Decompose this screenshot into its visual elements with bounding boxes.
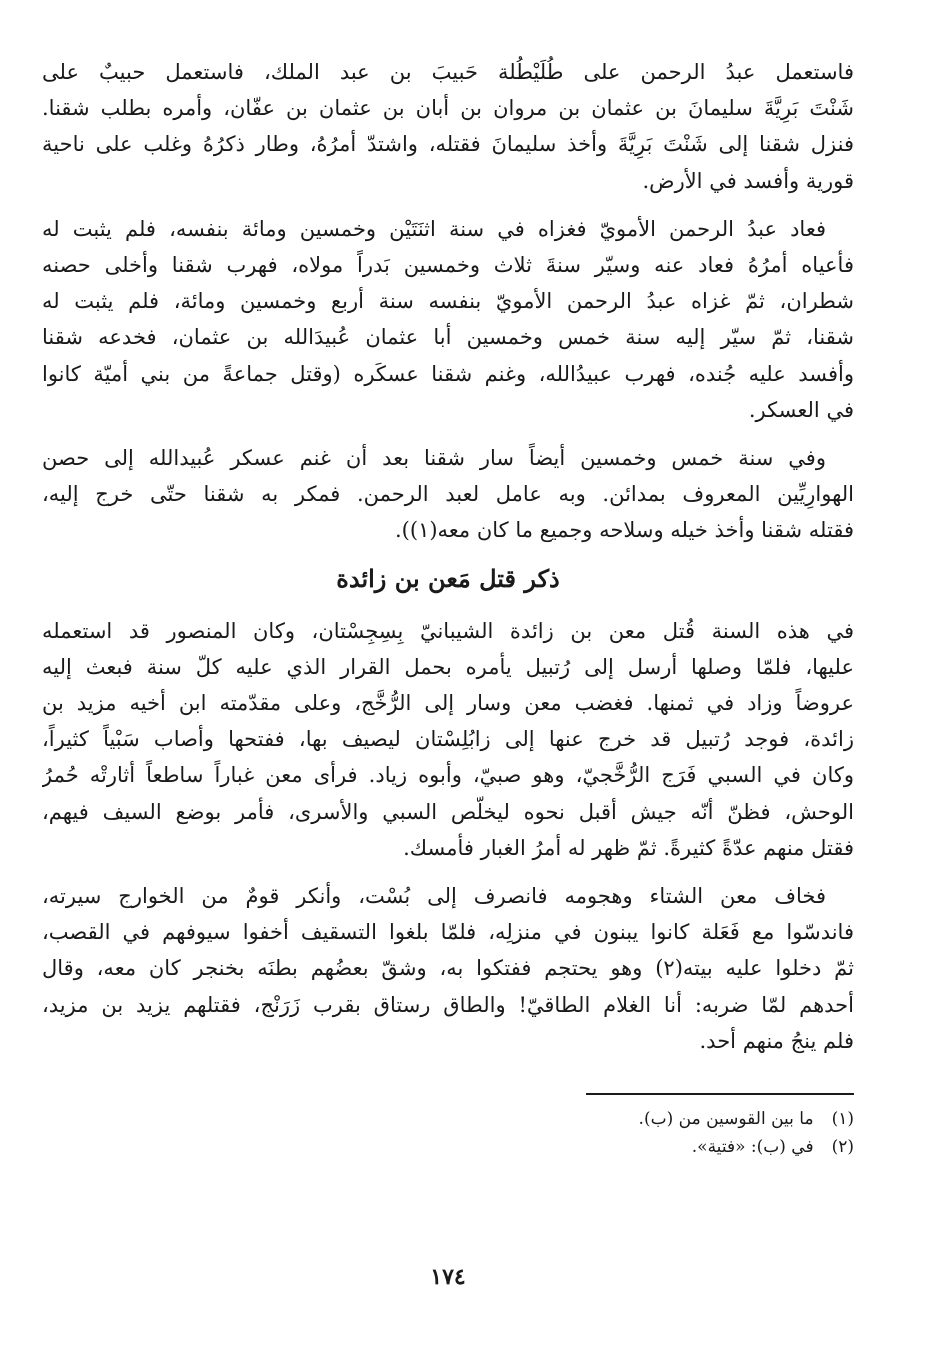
text-line: في العسكر.: [748, 397, 854, 422]
text-line: فقتل منهم عدّةً كثيرةً. ثمّ ظهر له أمرُ الغبار فأمسك.: [403, 835, 854, 860]
footnote-number: (١): [831, 1109, 854, 1130]
paragraph-3: [42, 440, 854, 549]
text-line: فاستعمل عبدُ الرحمن على طُلَيْطُلة حَبيبَ بن عبد الملك، فاستعمل حبيبٌ على: [42, 60, 854, 84]
text-line: فاندسّوا مع فَعَلة كانوا يبنون في منزلِه، فلمّا بلغوا التسقيف أخفوا سيوفهم في القصب،: [42, 920, 854, 945]
text-line: شقنا، ثمّ سيّر إليه سنة خمس وخمسين أبا عثمان عُبيدَالله بن عثمان، فخدعه شقنا: [42, 325, 854, 350]
page-number: ١٧٤: [430, 1264, 466, 1290]
paragraph-2: [42, 211, 854, 428]
section-heading: ذكر قتل مَعن بن زائدة: [336, 563, 560, 593]
footnote-divider: [586, 1093, 854, 1095]
footnote-text: في (ب): «فتية».: [691, 1137, 814, 1158]
text-line: شطران، ثمّ غزاه عبدُ الرحمن الأمويّ بنفسه سنة أربع وخمسين ومائة، فلم يثبت له: [42, 289, 854, 314]
text-line: وفي سنة خمس وخمسين أيضاً سار شقنا بعد أن غنم عسكر عُبيدالله إلى حصن: [42, 446, 826, 471]
text-line: عليها، فلمّا وصلها أرسل إلى رُتبيل يأمره بحمل القرار الذي عليه كلّ سنة فبعث إليه: [42, 654, 854, 679]
footnote-number: (٢): [831, 1137, 854, 1158]
footnote-1: [42, 1105, 854, 1133]
paragraph-1: [42, 54, 854, 199]
text-line: عروضاً وزاد في ثمنها. فغضب معن وسار إلى الرُّخَّج، وعلى مقدّمته ابن أخيه مزيد بن: [42, 691, 854, 716]
text-line: شَنْتَ بَرِيَّةَ سليمانَ بن عثمان بن مروان بن أبان بن عثمان بن عفّان، وأمره بطلب شقنا.: [42, 96, 854, 121]
text-line: الوحش، فظنّ أنّه جيش أقبل نحوه ليخلّص السبي والأسرى، فأمر بوضع السيف فيهم،: [42, 799, 854, 824]
text-line: فنزل شقنا إلى شَنْتَ بَرِيَّةَ وأخذ سليمانَ فقتله، واشتدّ أمرُهُ، وطار ذكرُهُ وغلب على ناحية: [42, 132, 854, 157]
text-line: وكان في السبي فَرَج الرُّخَّجيّ، وهو صبيّ، وأبوه زياد. فرأى معن غباراً ساطعاً أثارتْه حُمرُ: [42, 763, 854, 788]
paragraph-5: [42, 878, 854, 1059]
footnote-text: ما بين القوسين من (ب).: [638, 1109, 814, 1130]
text-line: فلم ينجُ منهم أحد.: [699, 1028, 854, 1053]
text-line: فخاف معن الشتاء وهجومه فانصرف إلى بُسْت، وأنكر قومٌ من الخوارج سيرته،: [42, 884, 826, 909]
paragraph-4: [42, 613, 854, 866]
text-line: فقتله شقنا وأخذ خيله وسلاحه وجميع ما كان معه(١)).: [395, 518, 854, 543]
text-line: في هذه السنة قُتل معن بن زائدة الشيبانيّ بِسِجِسْتان، وكان المنصور قد استعمله: [42, 618, 854, 643]
text-line: الهوارِيِّين المعروف بمدائن. وبه عامل لعبد الرحمن. فمكر به شقنا حتّى خرج إليه،: [42, 482, 854, 507]
book-page: [42, 54, 854, 1354]
text-line: فعاد عبدُ الرحمن الأمويّ فغزاه في سنة اثنَتَيْن وخمسين ومائة بنفسه، فلم يثبت له: [42, 216, 826, 241]
text-line: ثمّ دخلوا عليه بيته(٢) وهو يحتجم ففتكوا به، وشقّ بعضُهم بطنَه بخنجر كان معه، وقال: [42, 956, 854, 981]
text-line: زائدة، فوجد رُتبيل قد خرج عنها إلى زابُلِسْتان ليصيف بها، ففتحها وأصاب سَبْياً كثيراً،: [42, 727, 854, 752]
text-line: قورية وأفسد في الأرض.: [642, 168, 854, 193]
text-line: وأفسد عليه جُنده، فهرب عبيدُالله، وغنم شقنا عسكَره (وقتل جماعةً من بني أميّة كانوا: [42, 361, 854, 386]
footnote-2: [42, 1133, 854, 1161]
text-line: أحدهم لمّا ضربه: أنا الغلام الطاقيّ! والطاق رستاق بقرب زَرَنْج، فقتلهم يزيد بن مزيد،: [42, 992, 854, 1017]
text-line: فأعياه أمرُهُ فعاد عنه وسيّر سنةَ ثلاث وخمسين بَدراً مولاه، فهرب شقنا وأخلى حصنه: [42, 253, 854, 278]
